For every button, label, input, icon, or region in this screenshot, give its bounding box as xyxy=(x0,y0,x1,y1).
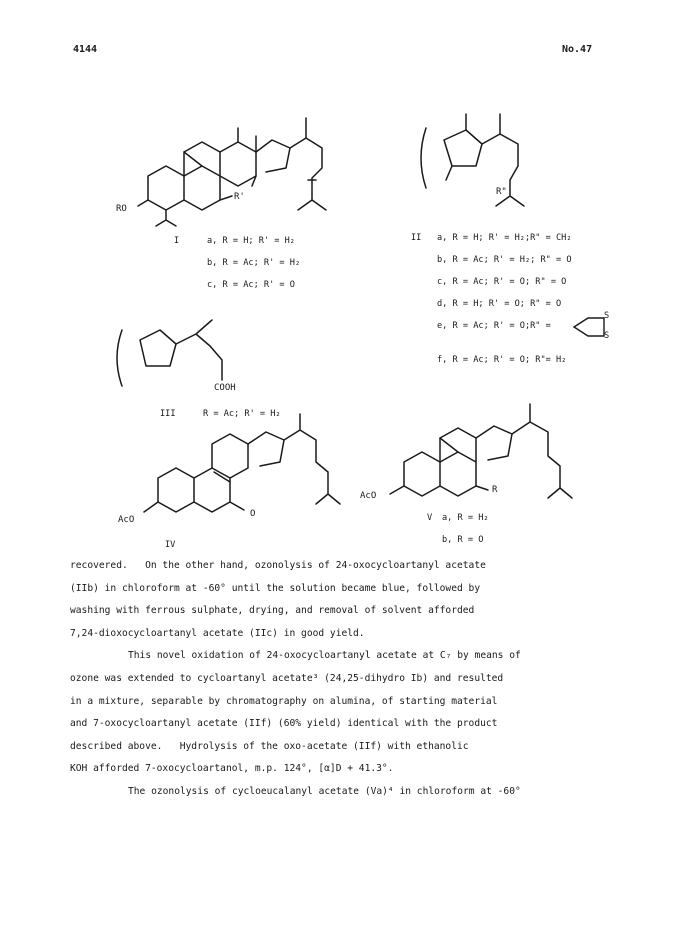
body-text xyxy=(70,555,630,804)
dithiolane-s-bottom: S xyxy=(604,331,610,341)
structure-II xyxy=(421,114,524,206)
body-line: recovered. On the other hand, ozonolysis of 24-oxocycloartanyl acetate xyxy=(70,560,486,571)
compound-I-roman: I xyxy=(174,236,180,246)
structure-V-aco: AcO xyxy=(360,491,377,501)
compound-II-sub-b: b, R = Ac; R' = H₂; R" = O xyxy=(437,255,572,265)
structure-I-cyclopropane xyxy=(184,152,202,166)
structure-IV-sidechain xyxy=(284,414,340,504)
structure-IV-oxo: O xyxy=(250,509,256,519)
compound-II-roman: II xyxy=(411,233,422,243)
structure-I-rprime-bond xyxy=(220,196,232,200)
structure-V-ring-c xyxy=(440,428,476,462)
structure-I-sidechain xyxy=(290,118,326,210)
structure-I-ring-c xyxy=(184,142,220,176)
structure-II-ring-d xyxy=(444,130,482,166)
compound-V-sub-a: a, R = H₂ xyxy=(442,513,489,523)
structure-V-ring-b xyxy=(440,452,476,496)
structure-IV-oxo-bond xyxy=(230,502,244,510)
structure-III xyxy=(117,320,236,393)
body-line: ozone was extended to cycloartanyl acetate³ (24,25-dihydro Ib) and resulted xyxy=(70,672,504,684)
compound-II-sub-e: e, R = Ac; R' = O;R" = xyxy=(437,321,551,331)
compound-IV-roman: IV xyxy=(165,540,176,550)
body-line: 7,24-dioxocycloartanyl acetate (IIc) in good yield. xyxy=(70,627,365,639)
structure-V-r-bond xyxy=(476,486,488,490)
body-line: washing with ferrous sulphate, drying, and removal of solvent afforded xyxy=(70,605,475,617)
compound-II-sub-c: c, R = Ac; R' = O; R" = O xyxy=(437,277,567,287)
compound-II-sub-d: d, R = H; R' = O; R" = O xyxy=(437,299,562,309)
body-line: described above. Hydrolysis of the oxo-acetate (IIf) with ethanolic xyxy=(70,740,469,752)
compound-III-roman: III xyxy=(160,409,176,419)
structure-V-aco-bond xyxy=(390,486,404,494)
compound-I-sub-a: a, R = H; R' = H₂ xyxy=(207,236,295,246)
structure-I-ring-a xyxy=(148,166,184,210)
structure-III-chain xyxy=(176,320,222,380)
structure-IV xyxy=(118,414,340,525)
structure-IV-aco: AcO xyxy=(118,515,135,525)
compound-I-sub-c: c, R = Ac; R' = O xyxy=(207,280,295,290)
structure-II-brace xyxy=(421,128,426,188)
compound-I-sub-b: b, R = Ac; R' = H₂ xyxy=(207,258,301,268)
structure-II-rpp-label: R" xyxy=(496,187,507,197)
structure-V-ring-a xyxy=(404,452,440,496)
compound-II-sub-f: f, R = Ac; R' = O; R"= H₂ xyxy=(437,355,567,365)
structure-I xyxy=(116,118,326,226)
structure-V xyxy=(360,404,572,501)
structure-V-r-label: R xyxy=(492,485,498,495)
dithiolane-s-top: S xyxy=(604,311,610,321)
structure-IV-ring-a xyxy=(158,468,194,512)
body-line: (IIb) in chloroform at -60° until the solution became blue, followed by xyxy=(70,582,481,594)
structure-III-brace xyxy=(117,330,122,386)
compound-II-sub-a: a, R = H; R' = H₂;R" = CH₂ xyxy=(437,233,572,243)
structure-II-sidechain xyxy=(446,114,524,206)
journal-issue: No.47 xyxy=(562,44,593,55)
structure-V-ring-d xyxy=(476,426,512,460)
structure-V-cyclopropane xyxy=(440,438,458,452)
compound-V-roman: V xyxy=(427,513,433,523)
page-number: 4144 xyxy=(73,44,98,55)
structure-I-ro-label: RO xyxy=(116,204,127,214)
body-line: This novel oxidation of 24-oxocycloartanyl acetate at C₇ by means of xyxy=(128,650,521,662)
body-line: in a mixture, separable by chromatography on alumina, of starting material xyxy=(70,695,498,707)
structure-I-rprime-label: R' xyxy=(234,192,245,202)
compound-III-desc: R = Ac; R' = H₂ xyxy=(203,409,281,419)
body-line: The ozonolysis of cycloeucalanyl acetate (Va)⁴ in chloroform at -60° xyxy=(128,785,521,797)
structure-III-ring xyxy=(140,330,176,366)
structure-III-cooh: COOH xyxy=(214,383,236,393)
structure-I-substituents xyxy=(138,200,176,226)
compound-V-sub-b: b, R = O xyxy=(442,535,484,545)
structure-V-sidechain xyxy=(512,404,572,498)
structure-IV-ring-b xyxy=(194,468,230,512)
body-line: and 7-oxocycloartanyl acetate (IIf) (60% yield) identical with the product xyxy=(70,718,498,730)
structure-I-ring-c2 xyxy=(220,142,256,186)
body-line: KOH afforded 7-oxocycloartanol, m.p. 124°, [α]D + 41.3°. xyxy=(70,763,394,775)
structure-IV-ring-d xyxy=(248,432,284,466)
structure-I-ring-b xyxy=(184,166,220,210)
structure-I-ring-d xyxy=(256,140,290,172)
structure-IV-aco-bond xyxy=(144,502,158,512)
